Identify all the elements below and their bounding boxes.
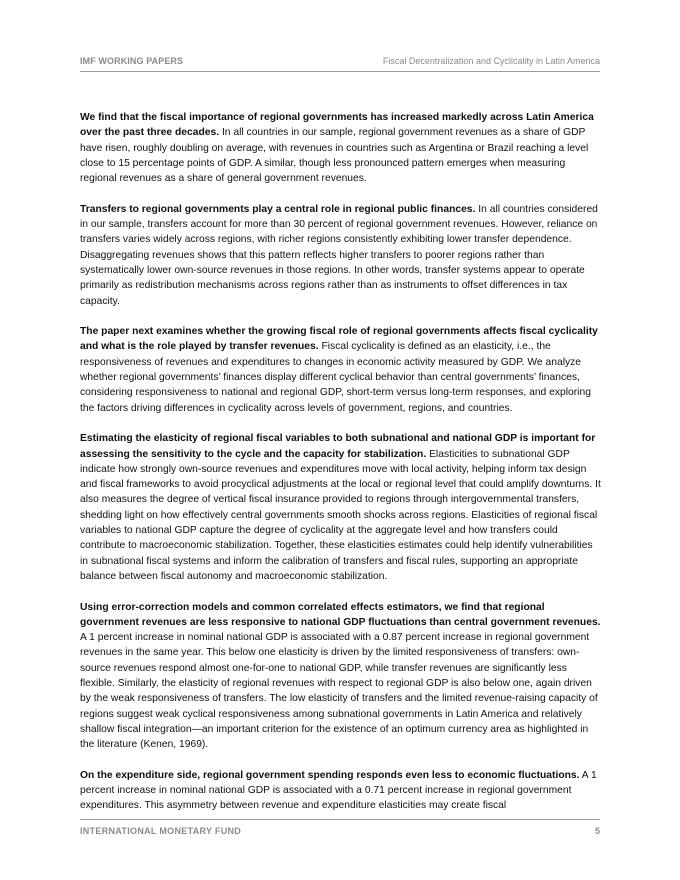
running-header-title: Fiscal Decentralization and Cyclicality in Latin America <box>382 56 600 66</box>
paragraph-lead: We find that the fiscal importance of regional governments has increased markedly across Latin America over the past three decades. <box>80 112 594 139</box>
page-footer <box>80 819 600 840</box>
running-header-series: IMF WORKING PAPERS <box>80 56 184 66</box>
page-header <box>80 53 600 72</box>
paragraph-text: In all countries in our sample, regional government revenues as a share of GDP have risen, roughly doubling on average, with revenues in countries such as Argentina or Brazil reaching a level close to 15 percentage points of GDP. A similar, though less pronounced pattern emerges when measuring regional revenues as a share of general government revenues. <box>80 127 589 185</box>
paragraph-lead: The paper next examines whether the growing fiscal role of regional governments affects fiscal cyclicality and what is the role played by transfer revenues. <box>80 326 598 353</box>
paragraph-text: Elasticities to subnational GDP indicate how strongly own-source revenues and expenditures move with local activity, helping inform tax design and fiscal frameworks to avoid procyclical adjustments at the local or regional level that could amplify downturns. It also measures the degree of vertical fiscal insurance provided to regions through intergovernmental transfers, shedding light on how effectively central governments smooth shocks across regions. Elasticities of regional fiscal variables to national GDP capture the degree of cyclicality at the aggregate level and how transfers could contribute to macroeconomic stabilization. Together, these elasticities estimates could help identify vulnerabilities in subnational fiscal systems and inform the calibration of transfers and fiscal rules, supporting an appropriate balance between fiscal autonomy and macroeconomic stabilization. <box>80 448 601 582</box>
paragraph-lead: Estimating the elasticity of regional fiscal variables to both subnational and national GDP is important for assessing the sensitivity to the cycle and the capacity for stabilization. <box>80 433 596 460</box>
paragraph-5 <box>80 600 602 753</box>
paragraph-text: A 1 percent increase in nominal national GDP is associated with a 0.87 percent increase in regional government revenues in the same year. This below one elasticity is driven by the limited responsiveness of transfers: own-source revenues respond almost one-for-one to national GDP, while transfer revenues are significantly less flexible. Similarly, the elasticity of regional revenues with respect to regional GDP is also below one, again driven by the weak responsiveness of transfers. The low elasticity of transfers and the limited revenue-raising capacity of regions suggest weak cyclical responsiveness among subnational governments in Latin America and relatively shallow fiscal integration—an important criterion for the existence of an optimum currency area as highlighted in the literature (Kenen, 1969). <box>80 632 598 751</box>
paragraph-text: In all countries considered in our sample, transfers account for more than 30 percent of regional government revenues. However, reliance on transfers varies widely across regions, with richer regions consistently exhibiting lower transfer dependence. Disaggregating revenues shows that this pattern reflects higher transfers to poorer regions rather than systematically lower own-source revenues in those regions. In other words, transfer systems appear to operate primarily as redistribution mechanisms across regions rather than as instruments to offset differences in tax capacity. <box>80 203 598 307</box>
paragraph-1 <box>80 110 602 186</box>
paragraph-2 <box>80 202 602 309</box>
footer-publisher: INTERNATIONAL MONETARY FUND <box>80 826 242 836</box>
paragraph-text: Fiscal cyclicality is defined as an elasticity, i.e., the responsiveness of revenues and expenditures to changes in economic activity measured by GDP. We analyze whether regional governments’ finances display different cyclical behavior than central governments’ finances, considering responsiveness to national and regional GDP, short-term versus long-term responses, and exploring the factors driving differences in cyclicality across levels of government, regions, and countries. <box>80 341 591 414</box>
paragraph-lead: Using error-correction models and common correlated effects estimators, we find that regional government revenues are less responsive to national GDP fluctuations than central government revenues. <box>80 601 601 628</box>
paragraph-4 <box>80 431 602 584</box>
paragraph-3 <box>80 324 602 416</box>
page-number: 5 <box>594 826 600 836</box>
body-text <box>80 110 602 829</box>
paragraph-6 <box>80 768 602 814</box>
paragraph-lead: Transfers to regional governments play a central role in regional public finances. <box>80 203 476 215</box>
paragraph-lead: On the expenditure side, regional government spending responds even less to economic fluctuations. <box>80 769 580 781</box>
paragraph-text: A 1 percent increase in nominal national GDP is associated with a 0.71 percent increase in regional government expenditures. This asymmetry between revenue and expenditure elasticities may create fiscal <box>80 769 597 812</box>
